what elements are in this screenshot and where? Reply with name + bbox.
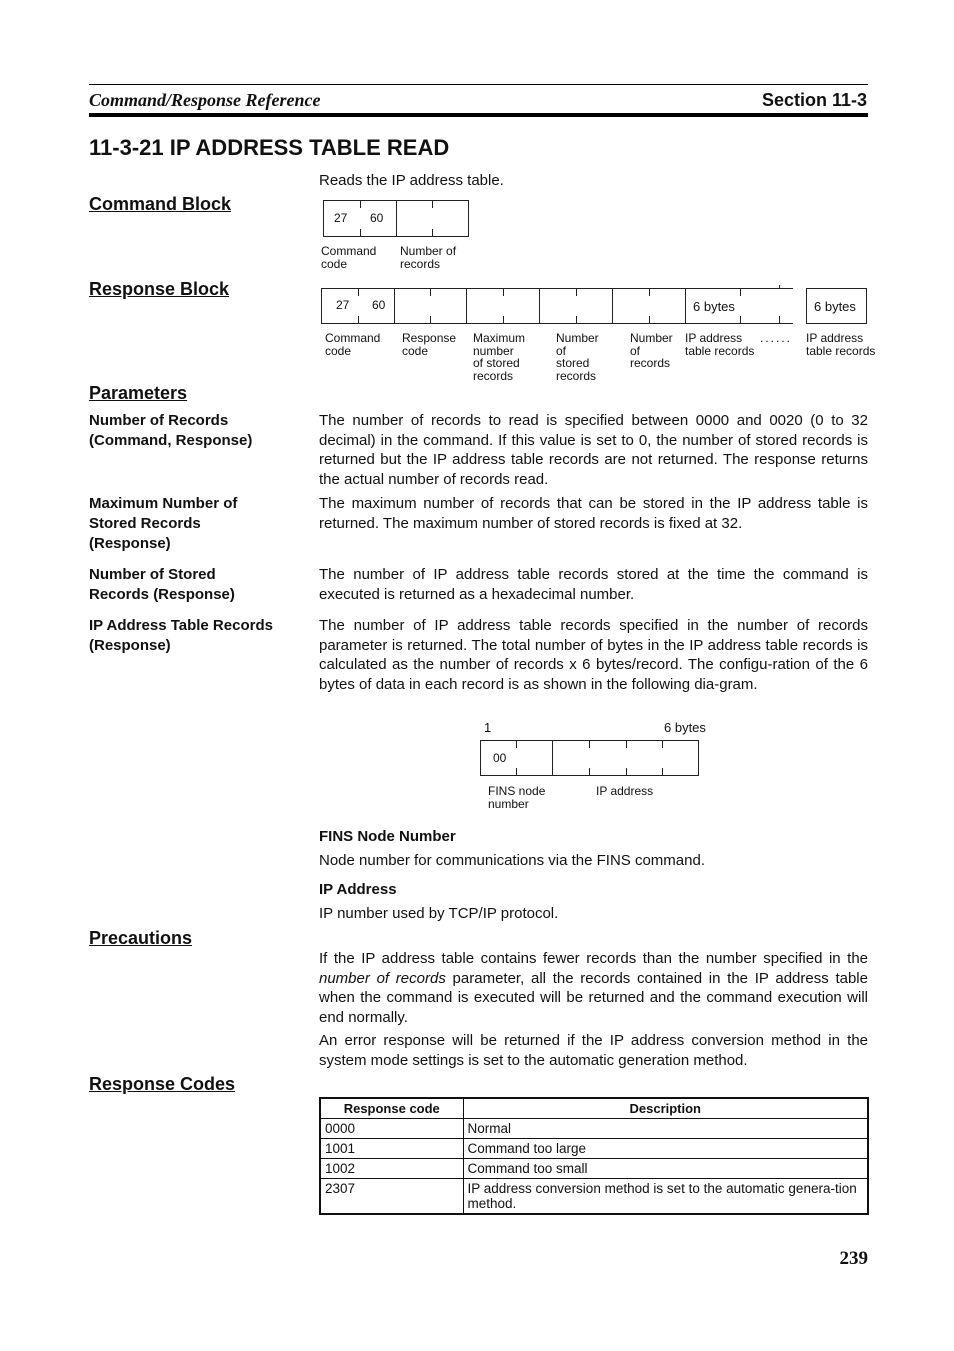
page-number: 239 [839,1248,868,1269]
cell-description: IP address conversion method is set to the automatic genera-tion method. [463,1179,868,1215]
table-row [320,1159,868,1179]
cell-code: 0000 [320,1119,463,1139]
param-text-ip-table-records: The number of IP address table records specified in the number of records parameter is returned. The total number of bytes in the IP address table records is calculated as the number of records x 6 bytes/record. The configu-ration of the 6 bytes of data in each record is as shown in the following dia-gram. [319,617,868,693]
record-end-label: 6 bytes [664,720,706,735]
cmd-label-command-code: Command code [321,244,377,271]
resp-six-bytes-b: 6 bytes [814,299,856,314]
record-label-fins: FINS node number [488,784,546,811]
param-text-number-of-records: The number of records to read is specified between 0000 and 0020 (0 to 32 decimal) in the command. If this value is set to 0, the number of stored records is returned but the IP address table records are not returned. The response returns the actual number of records read. [319,412,868,488]
cell-code: 2307 [320,1179,463,1215]
resp-byte2: 60 [372,298,386,312]
precautions-para-1: If the IP address table contains fewer records than the number specified in the number of records parameter, all the records contained in the IP address table when the command is executed will be returned and the command execution will end normally. [319,950,868,1026]
param-name-number-of-records: Number of Records (Command, Response) [89,412,253,449]
resp-continuation-dots: ...... [760,331,793,345]
param-text-max-stored: The maximum number of records that can be stored in the IP address table is returned. The maximum number of stored records is fixed at 32. [319,495,868,532]
table-header-row [320,1098,868,1119]
header-rule [89,113,868,117]
resp-label-response-code: Response code [402,331,457,358]
heading-precautions: Precautions [89,928,193,948]
resp-label-command-code: Command code [325,331,381,358]
heading-parameters: Parameters [89,383,188,403]
param-text-stored-records: The number of IP address table records stored at the time the command is executed is returned as a hexadecimal number. [319,566,868,603]
resp-six-bytes-a: 6 bytes [693,299,735,314]
header-title: Command/Response Reference [89,90,321,110]
resp-label-max-records: Maximum number of stored records [473,331,526,383]
resp-label-ip-records-n: IP address table records [806,331,876,358]
ip-address-text: IP number used by TCP/IP protocol. [319,905,559,922]
record-start-label: 1 [484,720,492,735]
ip-address-title: IP Address [319,881,397,898]
cell-description: Command too large [463,1139,868,1159]
cell-description: Normal [463,1119,868,1139]
cmd-byte1: 27 [334,211,348,225]
header-section: Section 11-3 [761,90,867,110]
heading-response-codes: Response Codes [89,1074,236,1094]
cmd-byte2: 60 [370,211,384,225]
param-name-ip-table-records: IP Address Table Records (Response) [89,617,273,654]
table-row [320,1179,868,1215]
section-title: 11-3-21 IP ADDRESS TABLE READ [89,135,450,160]
resp-label-number-of-records: Number of records [630,331,673,370]
col-description: Description [463,1098,868,1119]
record-label-ip: IP address [596,784,654,798]
heading-response-block: Response Block [89,279,230,299]
resp-label-stored-records: Number of stored records [556,331,599,383]
heading-command-block: Command Block [89,194,232,214]
fins-node-title: FINS Node Number [319,828,456,845]
cell-code: 1002 [320,1159,463,1179]
precautions-para-2: An error response will be returned if the IP address conversion method in the system mode settings is set to the automatic generation method. [319,1032,868,1069]
fins-node-text: Node number for communications via the FINS command. [319,852,705,869]
col-response-code: Response code [320,1098,463,1119]
response-codes-table [319,1097,869,1215]
table-row [320,1139,868,1159]
header-top-rule [89,84,868,85]
cell-description: Command too small [463,1159,868,1179]
intro-text: Reads the IP address table. [319,172,504,189]
precautions-emphasis: number of records [319,969,446,987]
resp-label-ip-records-1: IP address table records [685,331,755,358]
cmd-label-number-of-records: Number of records [400,244,457,271]
resp-byte1: 27 [336,298,350,312]
cell-code: 1001 [320,1139,463,1159]
table-row [320,1119,868,1139]
param-name-max-stored: Maximum Number of Stored Records (Response) [89,495,238,552]
param-name-stored-records: Number of Stored Records (Response) [89,566,235,603]
record-byte1: 00 [493,751,507,765]
